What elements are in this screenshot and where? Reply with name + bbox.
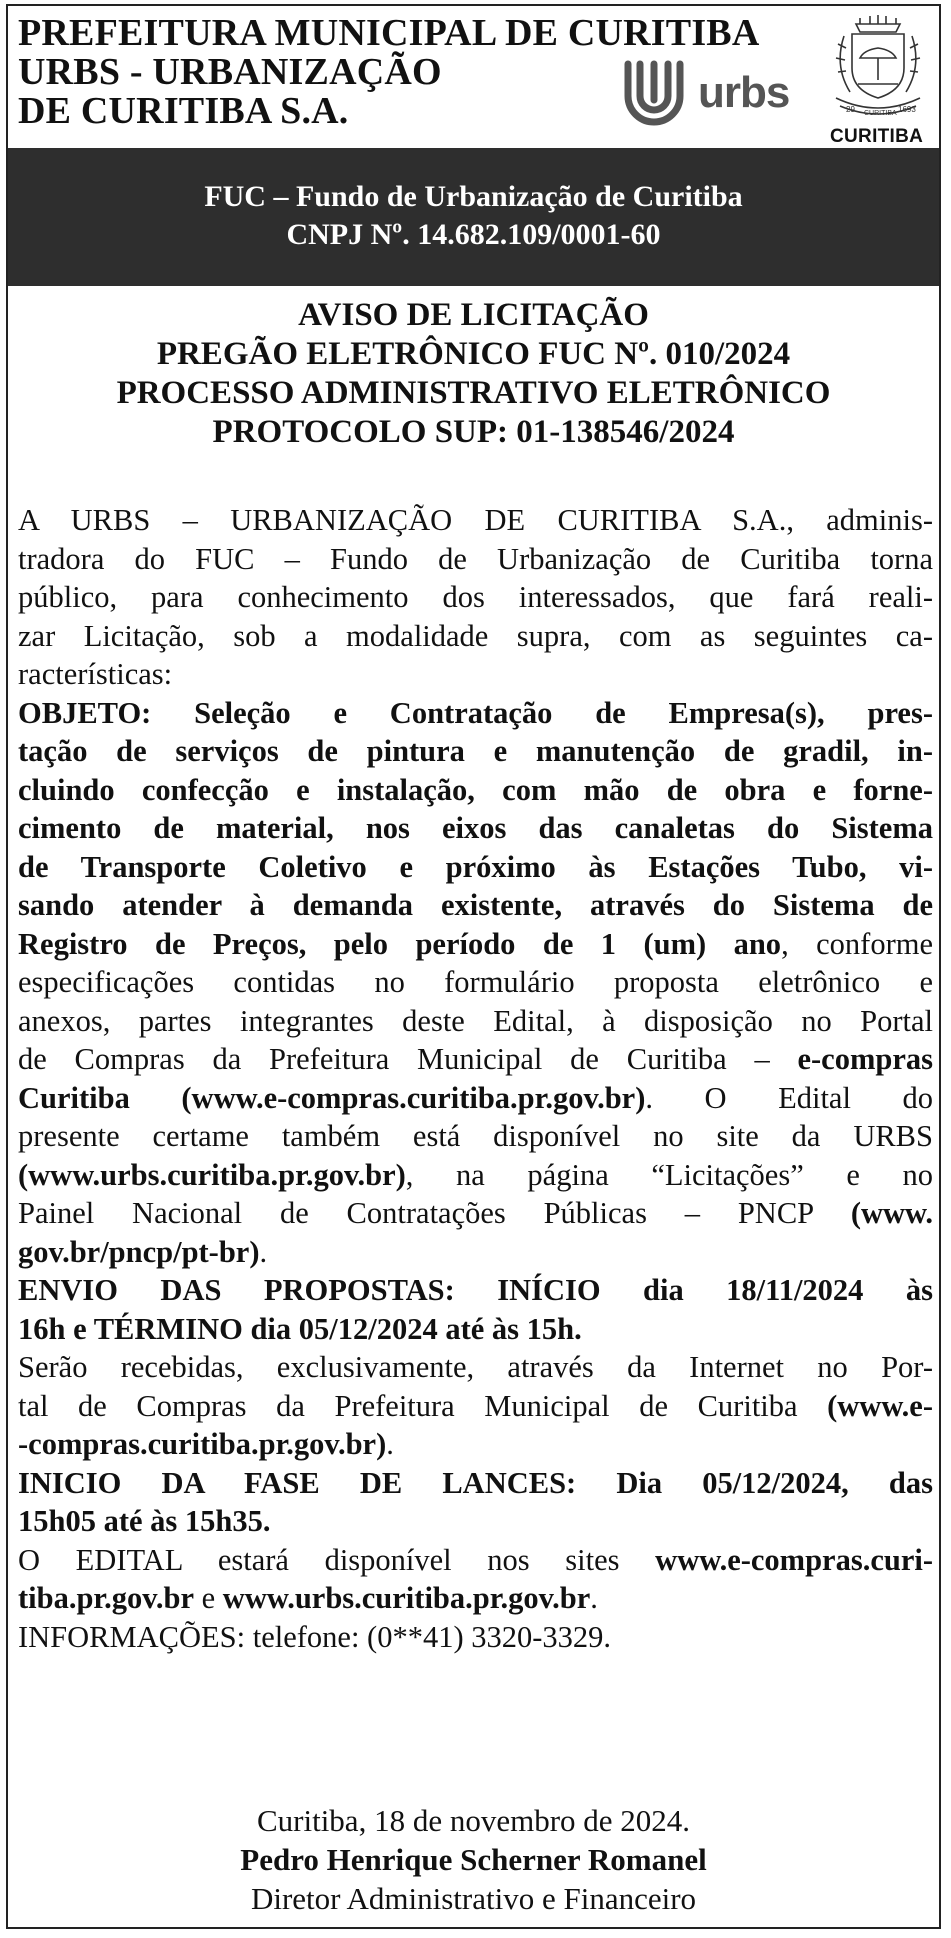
- urbs-url: (www.urbs.curitiba.pr.gov.br): [18, 1157, 406, 1192]
- receb-line3-rest: .: [386, 1427, 394, 1461]
- crest-year-left: 29: [846, 105, 855, 114]
- objeto-end-rest: , conforme: [781, 926, 933, 961]
- receb-line: Serão recebidas, exclusivamente, através da Internet no Por-: [18, 1350, 933, 1384]
- spec-line: [18, 1040, 933, 1079]
- edital-line2-mid: e: [194, 1581, 223, 1615]
- edital-url-1-start: www.e-compras.curi-: [655, 1542, 933, 1577]
- signer-role: Diretor Administrativo e Financeiro: [250, 1881, 697, 1916]
- crest-year-right: 1693: [898, 105, 916, 114]
- fund-cnpj: CNPJ Nº. 14.682.109/0001-60: [286, 218, 661, 251]
- intro-line: A URBS – URBANIZAÇÃO DE CURITIBA S.A., adminis-: [18, 503, 933, 537]
- title-line-1: AVISO DE LICITAÇÃO: [298, 297, 649, 333]
- objeto-end-line: [18, 925, 933, 964]
- receb-url-end: -compras.curitiba.pr.gov.br): [18, 1427, 387, 1461]
- ecompras-url: Curitiba (www.e-compras.curitiba.pr.gov.br): [18, 1080, 646, 1115]
- spec-line: anexos, partes integrantes deste Edital, à disposição no Portal: [18, 1003, 933, 1038]
- objeto-line: cimento de material, nos eixos das canaletas do Sistema: [18, 811, 933, 845]
- org-line-1: PREFEITURA MUNICIPAL DE CURITIBA: [18, 12, 760, 54]
- receb-line: [18, 1387, 933, 1426]
- envio-line: 16h e TÉRMINO dia 05/12/2024 até às 15h.: [18, 1311, 582, 1346]
- notice-header: [8, 6, 939, 148]
- objeto-line: OBJETO: Seleção e Contratação de Empresa(s), pres-: [18, 695, 933, 730]
- edital-line: [18, 1579, 933, 1618]
- intro-line: zar Licitação, sob a modalidade supra, com as seguintes ca-: [18, 618, 933, 653]
- objeto-end-bold: Registro de Preços, pelo período de 1 (um) ano: [18, 926, 782, 961]
- urbs-logo-text: urbs: [698, 68, 790, 117]
- org-line-3: DE CURITIBA S.A.: [18, 90, 349, 132]
- notice-frame: [6, 4, 941, 1929]
- title-line-4: PROTOCOLO SUP: 01-138546/2024: [212, 414, 735, 450]
- spec-line: [18, 1156, 933, 1195]
- edital-line2-rest: .: [590, 1581, 598, 1615]
- spec-line3-text: de Compras da Prefeitura Municipal de Curitiba –: [18, 1042, 798, 1076]
- notice-title: [8, 296, 939, 452]
- ecompras-label: e-compras: [797, 1042, 933, 1076]
- spec-line4-rest: . O Edital do: [645, 1080, 933, 1115]
- spec-line7-text: Painel Nacional de Contratações Públicas – PNCP: [18, 1196, 851, 1230]
- notice-body: [18, 501, 933, 1656]
- receb-line2-text: tal de Compras da Prefeitura Municipal de Curitiba: [18, 1388, 828, 1423]
- spec-line: [18, 1233, 933, 1272]
- edital-url-1-end: tiba.pr.gov.br: [18, 1581, 194, 1615]
- org-line-2: URBS - URBANIZAÇÃO: [18, 51, 442, 93]
- lances-line: INICIO DA FASE DE LANCES: Dia 05/12/2024, das: [18, 1465, 933, 1500]
- intro-line: tradora do FUC – Fundo de Urbanização de Curitiba torna: [18, 541, 933, 576]
- envio-line: ENVIO DAS PROPOSTAS: INÍCIO dia 18/11/2024 às: [18, 1273, 933, 1307]
- spec-line: presente certame também está disponível no site da URBS: [18, 1119, 933, 1153]
- receb-url-start: (www.e-: [827, 1388, 933, 1423]
- signature-block: [8, 1801, 939, 1918]
- title-line-2: PREGÃO ELETRÔNICO FUC Nº. 010/2024: [156, 336, 791, 372]
- crest-city: CURITIBA: [864, 110, 897, 117]
- spec-line: [18, 1194, 933, 1233]
- lances-line: 15h05 até às 15h35.: [18, 1504, 271, 1538]
- fund-banner: [8, 148, 939, 286]
- intro-line: racterísticas:: [18, 657, 173, 691]
- objeto-line: cluindo confecção e instalação, com mão de obra e forne-: [18, 772, 933, 807]
- edital-line: [18, 1541, 933, 1580]
- edital-line1-text: O EDITAL estará disponível nos sites: [18, 1542, 656, 1577]
- crest-label: CURITIBA: [830, 126, 924, 147]
- objeto-line: de Transporte Coletivo e próximo às Estações Tubo, vi-: [18, 849, 933, 884]
- objeto-line: sando atender à demanda existente, através do Sistema de: [18, 888, 933, 922]
- signer-name: Pedro Henrique Scherner Romanel: [240, 1842, 707, 1877]
- pncp-url-end: gov.br/pncp/pt-br): [18, 1234, 260, 1269]
- place-date: Curitiba, 18 de novembro de 2024.: [256, 1803, 691, 1838]
- spec-line: [18, 1079, 933, 1118]
- edital-url-2: www.urbs.curitiba.pr.gov.br: [222, 1581, 591, 1615]
- spec-line6-rest: , na página “Licitações” e no: [405, 1157, 933, 1192]
- spec-line: especificações contidas no formulário proposta eletrônico e: [18, 965, 933, 999]
- pncp-url-start: (www.: [850, 1196, 933, 1230]
- title-line-3: PROCESSO ADMINISTRATIVO ELETRÔNICO: [116, 375, 831, 411]
- intro-line: público, para conhecimento dos interessados, que fará reali-: [18, 580, 933, 614]
- receb-line: [18, 1425, 933, 1464]
- fund-name: FUC – Fundo de Urbanização de Curitiba: [204, 180, 743, 213]
- spec-line8-rest: .: [259, 1234, 268, 1269]
- info-line: INFORMAÇÕES: telefone: (0**41) 3320-3329.: [18, 1619, 612, 1654]
- objeto-line: tação de serviços de pintura e manutenção de gradil, in-: [18, 734, 933, 768]
- curitiba-crest-icon: [826, 14, 930, 122]
